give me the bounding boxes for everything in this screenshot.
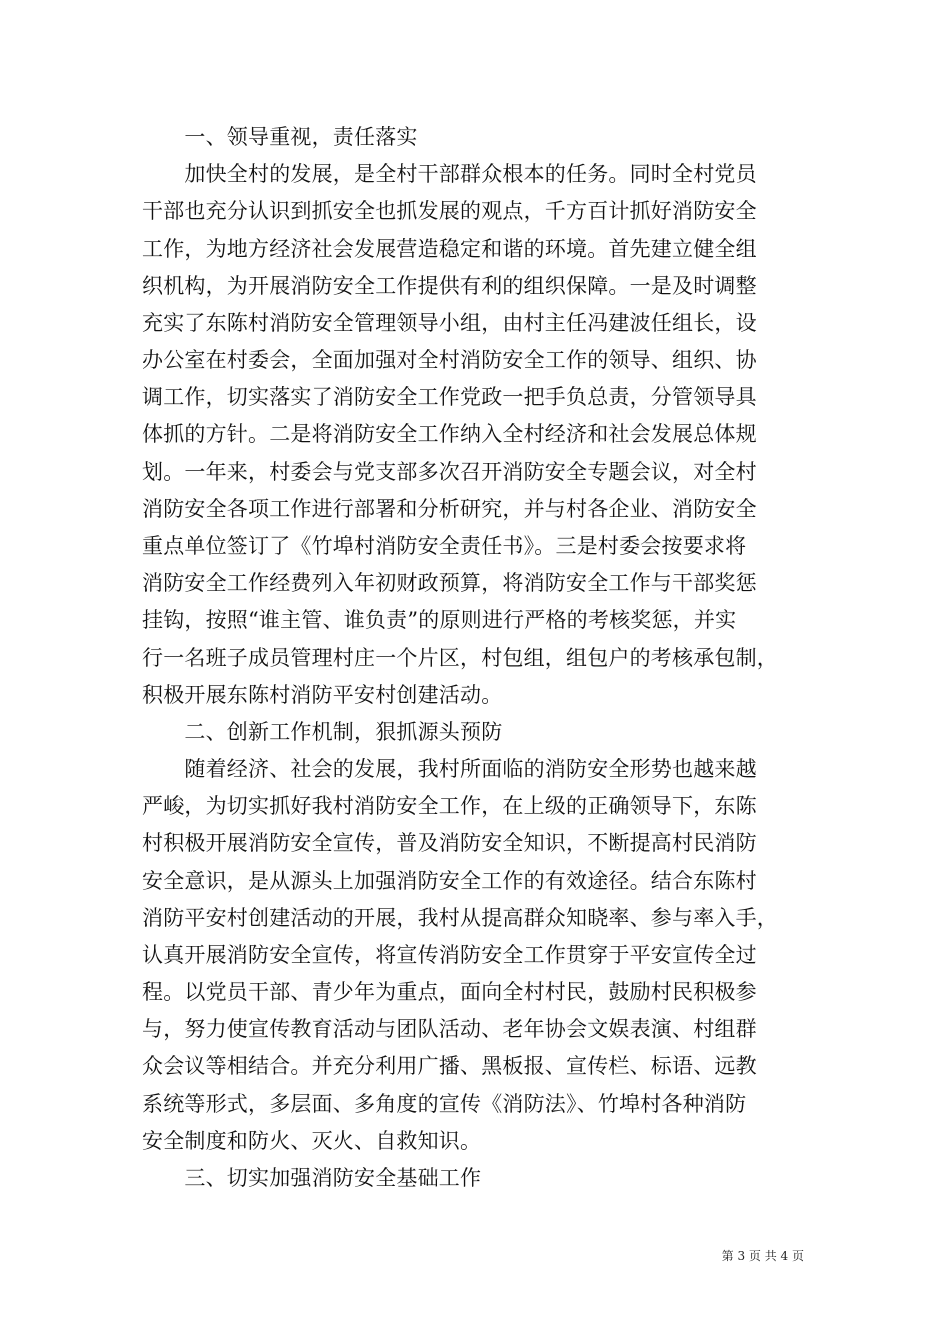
text-line: 干部也充分认识到抓安全也抓发展的观点，千方百计抓好消防安全	[142, 199, 757, 223]
text-line: 积极开展东陈村消防平安村创建活动。	[142, 683, 503, 707]
text-line: 程。以党员干部、青少年为重点，面向全村村民，鼓励村民积极参	[142, 980, 757, 1004]
text-line: 村积极开展消防安全宣传，普及消防安全知识，不断提高村民消防	[142, 831, 757, 855]
text-line: 安全制度和防火、灭火、自救知识。	[142, 1129, 482, 1153]
text-line: 消防平安村创建活动的开展，我村从提高群众知晓率、参与率入手，	[142, 906, 778, 930]
text-line: 重点单位签订了《竹埠村消防安全责任书》。三是村委会按要求将	[142, 534, 747, 558]
text-line: 认真开展消防安全宣传，将宣传消防安全工作贯穿于平安宣传全过	[142, 943, 757, 967]
text-line: 行一名班子成员管理村庄一个片区，村包组，组包户的考核承包制，	[142, 646, 778, 670]
text-line: 系统等形式，多层面、多角度的宣传《消防法》、竹埠村各种消防	[142, 1092, 747, 1116]
text-line: 安全意识，是从源头上加强消防安全工作的有效途径。结合东陈村	[142, 869, 757, 893]
text-line: 消防安全工作经费列入年初财政预算，将消防安全工作与干部奖惩	[142, 571, 757, 595]
text-line: 三、切实加强消防安全基础工作	[142, 1166, 482, 1190]
text-line: 充实了东陈村消防安全管理领导小组，由村主任冯建波任组长，设	[142, 311, 757, 335]
text-line: 严峻，为切实抓好我村消防安全工作，在上级的正确领导下，东陈	[142, 794, 757, 818]
text-line: 织机构，为开展消防安全工作提供有利的组织保障。一是及时调整	[142, 274, 757, 298]
text-line: 划。一年来，村委会与党支部多次召开消防安全专题会议，对全村	[142, 460, 757, 484]
text-line: 与，努力使宣传教育活动与团队活动、老年协会文娱表演、村组群	[142, 1017, 757, 1041]
text-line: 二、创新工作机制，狠抓源头预防	[142, 720, 503, 744]
text-line: 体抓的方针。二是将消防安全工作纳入全村经济和社会发展总体规	[142, 422, 757, 446]
text-line: 工作，为地方经济社会发展营造稳定和谐的环境。首先建立健全组	[142, 237, 757, 261]
text-line: 调工作，切实落实了消防安全工作党政一把手负总责，分管领导具	[142, 385, 757, 409]
text-line: 加快全村的发展，是全村干部群众根本的任务。同时全村党员	[142, 162, 757, 186]
text-line: 一、领导重视，责任落实	[142, 125, 418, 149]
text-line: 随着经济、社会的发展，我村所面临的消防安全形势也越来越	[142, 757, 757, 781]
text-line: 众会议等相结合。并充分利用广播、黑板报、宣传栏、标语、远教	[142, 1054, 757, 1078]
text-line: 消防安全各项工作进行部署和分析研究，并与村各企业、消防安全	[142, 497, 757, 521]
text-line: 办公室在村委会，全面加强对全村消防安全工作的领导、组织、协	[142, 348, 757, 372]
page-footer: 第 3 页 共 4 页	[721, 1249, 804, 1263]
text-line: 挂钩，按照“谁主管、谁负责”的原则进行严格的考核奖惩，并实	[142, 608, 737, 632]
